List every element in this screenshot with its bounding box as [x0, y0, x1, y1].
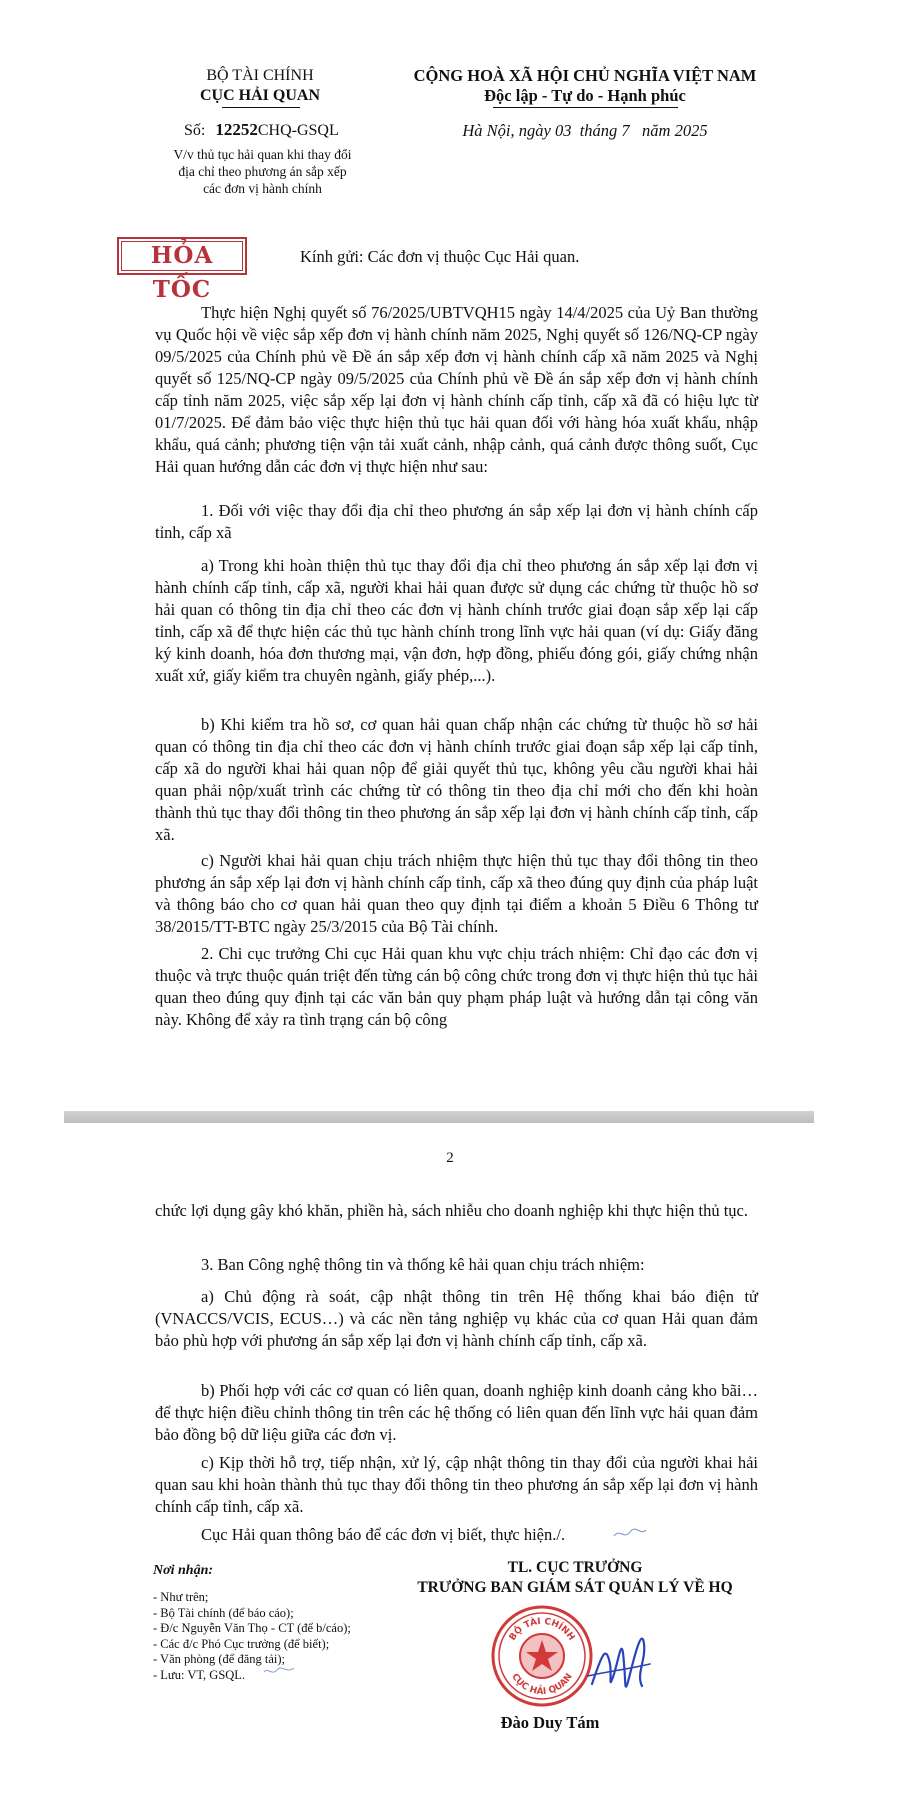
- subject-line: V/v thủ tục hải quan khi thay đổi: [173, 147, 352, 162]
- doc-number-prefix: Số:: [184, 122, 206, 139]
- country-name: CỘNG HOÀ XÃ HỘI CHỦ NGHĨA VIỆT NAM: [413, 66, 757, 85]
- document-subject: [150, 146, 375, 197]
- body-paragraph-section-1: 1. Đối với việc thay đổi địa chỉ theo phương án sắp xếp lại đơn vị hành chính cấp tỉnh, cấp xã: [155, 501, 758, 542]
- recipient-item: - Như trên;: [153, 1590, 209, 1604]
- urgent-stamp: HỎA TỐC: [117, 237, 247, 275]
- handwritten-signature: [584, 1614, 656, 1706]
- signer-name: Đào Duy Tám: [500, 1713, 600, 1732]
- initials-mark: [612, 1524, 648, 1542]
- recipients-list: [153, 1590, 351, 1683]
- doc-number-value: 12252: [215, 120, 258, 139]
- body-paragraph-intro: Thực hiện Nghị quyết số 76/2025/UBTVQH15 ngày 14/4/2025 của Uỷ Ban thường vụ Quốc hội về việc sắp xếp đơn vị hành chính năm 2025, Nghị quyết số 126/NQ-CP ngày 09/5/2025 của Chính phủ về Đề án sắp xếp đơn vị hành chính cấp xã năm 2025 và Nghị quyết số 125/NQ-CP ngày 09/5/2025 của Chính phủ về Đề án sắp xếp đơn vị hành chính cấp tỉnh năm 2025, việc sắp xếp lại đơn vị hành chính cấp tỉnh, cấp xã đã có hiệu lực từ 01/7/2025. Để đảm bảo việc thực hiện thủ tục hải quan đối với hàng hóa xuất khẩu, nhập khẩu, quá cảnh; phương tiện vận tải xuất cảnh, nhập cảnh, quá cảnh được thông suốt, Cục Hải quan hướng dẫn các đơn vị thực hiện như sau:: [155, 303, 758, 476]
- recipient-item: - Văn phòng (để đăng tải);: [153, 1652, 286, 1666]
- place-date: Hà Nội, ngày 03 tháng 7 năm 2025: [462, 121, 708, 140]
- body-paragraph-3b: b) Phối hợp với các cơ quan có liên quan, doanh nghiệp kinh doanh cảng kho bãi… để thực hiện điều chỉnh thông tin trên các hệ thống có liên quan đến lĩnh vực hải quan đảm bảo đồng bộ dữ liệu giữa các đơn vị.: [155, 1381, 758, 1444]
- recipient-item: - Lưu: VT, GSQL.: [153, 1667, 246, 1682]
- recipient-item: - Đ/c Nguyễn Văn Thọ - CT (để b/cáo);: [153, 1621, 351, 1635]
- signature-title-2: TRƯỞNG BAN GIÁM SÁT QUẢN LÝ VỀ HQ: [417, 1579, 733, 1596]
- subject-line: địa chỉ theo phương án sắp xếp: [178, 164, 347, 179]
- agency-underline: [222, 107, 300, 108]
- doc-number-suffix: CHQ-GSQL: [257, 122, 339, 139]
- body-paragraph-1c: c) Người khai hải quan chịu trách nhiệm thực hiện thủ tục thay đổi thông tin theo phương án sắp xếp lại đơn vị hành chính cấp tỉnh, cấp xã theo đúng quy định của pháp luật và thông báo cho cơ quan hải quan theo quy định tại điểm a khoản 5 Điều 6 Thông tư 38/2015/TT-BTC ngày 25/3/2015 của Bộ Tài chính.: [155, 851, 758, 936]
- subject-line: các đơn vị hành chính: [203, 181, 322, 196]
- body-paragraph-section-3: 3. Ban Công nghệ thông tin và thống kê hải quan chịu trách nhiệm:: [201, 1255, 645, 1274]
- page-separator: [64, 1111, 814, 1123]
- recipient-item: - Các đ/c Phó Cục trưởng (để biết);: [153, 1636, 330, 1651]
- recipients-heading: Nơi nhận:: [153, 1563, 214, 1578]
- official-seal: [490, 1604, 594, 1708]
- seal-top-text: BỘ TÀI CHÍNH: [507, 1616, 577, 1643]
- body-paragraph-continued: chức lợi dụng gây khó khăn, phiền hà, sách nhiễu cho doanh nghiệp khi thực hiện thủ tục.: [155, 1201, 748, 1220]
- body-paragraph-3c: c) Kịp thời hỗ trợ, tiếp nhận, xử lý, cập nhật thông tin thay đổi của người khai hải quan sau khi hoàn thành thủ tục thay đổi thông tin theo phương án sắp xếp lại đơn vị hành chính cấp tỉnh, cấp xã.: [155, 1453, 758, 1516]
- body-paragraph-1a: a) Trong khi hoàn thiện thủ tục thay đổi địa chỉ theo phương án sắp xếp lại đơn vị hành chính cấp tỉnh, cấp xã, người khai hải quan được sử dụng các chứng từ thuộc hồ sơ hải quan có thông tin địa chỉ theo các đơn vị hành chính trước giai đoạn sắp xếp lại cấp tỉnh, cấp xã để thực hiện các thủ tục hành chính trong lĩnh vực hải quan (ví dụ: Giấy đăng ký kinh doanh, hóa đơn thương mại, vận đơn, hợp đồng, phiếu đóng gói, giấy chứng nhận xuất xứ, giấy kiểm tra chuyên ngành, giấy phép,...).: [155, 556, 758, 685]
- recipient-initials-mark: [262, 1664, 298, 1678]
- motto-underline: [493, 107, 678, 108]
- signature-title-1: TL. CỤC TRƯỞNG: [507, 1559, 643, 1576]
- body-paragraph-section-2: 2. Chi cục trưởng Chi cục Hải quan khu vực chịu trách nhiệm: Chỉ đạo các đơn vị thuộc và trực thuộc quán triệt đến từng cán bộ công chức trong đơn vị thực hiện thủ tục hải quan theo đúng quy định tại các văn bản quy phạm pháp luật và hướng dẫn tại công văn này. Không để xảy ra tình trạng cán bộ công: [155, 944, 758, 1029]
- page-number: 2: [446, 1150, 454, 1166]
- seal-bottom-text: CỤC HẢI QUAN: [509, 1671, 575, 1698]
- addressee: Kính gửi: Các đơn vị thuộc Cục Hải quan.: [300, 247, 580, 266]
- national-motto: Độc lập - Tự do - Hạnh phúc: [484, 86, 686, 105]
- ministry-name: BỘ TÀI CHÍNH: [206, 67, 314, 84]
- recipient-item: - Bộ Tài chính (để báo cáo);: [153, 1605, 294, 1620]
- body-paragraph-3a: a) Chủ động rà soát, cập nhật thông tin trên Hệ thống khai báo điện tử (VNACCS/VCIS, ECUS…) và các nền tảng nghiệp vụ khác của cơ quan Hải quan đảm bảo phù hợp với phương án sắp xếp lại đơn vị hành chính cấp tỉnh, cấp xã.: [155, 1287, 758, 1350]
- doc-number: [184, 120, 339, 141]
- body-paragraph-1b: b) Khi kiểm tra hồ sơ, cơ quan hải quan chấp nhận các chứng từ thuộc hồ sơ hải quan có thông tin địa chỉ theo các đơn vị hành chính trước giai đoạn sắp xếp lại cấp tỉnh, cấp xã do người khai hải quan nộp để giải quyết thủ tục, không yêu cầu người khai hải quan phải nộp/xuất trình các chứng từ có thông tin theo địa chỉ mới cho đến khi hoàn thành thủ tục thay đổi thông tin theo phương án sắp xếp lại đơn vị hành chính cấp tỉnh, cấp xã.: [155, 715, 758, 844]
- body-paragraph-closing: Cục Hải quan thông báo để các đơn vị biết, thực hiện./.: [201, 1525, 566, 1544]
- agency-name: CỤC HẢI QUAN: [200, 87, 320, 104]
